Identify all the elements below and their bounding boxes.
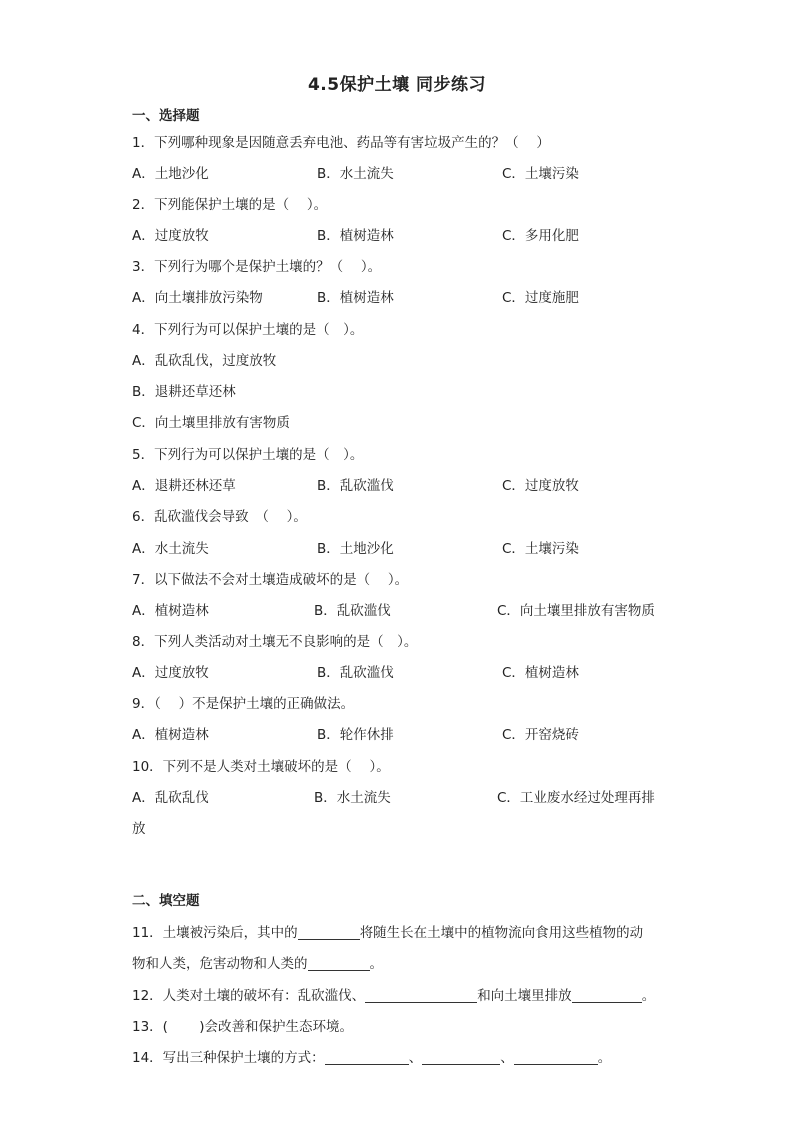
option-a: A．乱砍乱伐，过度放牧 bbox=[132, 353, 277, 369]
question-4: 4．下列行为可以保护土壤的是（ ）。 bbox=[132, 322, 364, 338]
option-b: B．水土流失 bbox=[317, 166, 394, 182]
options-1 bbox=[132, 162, 692, 182]
option-b: B．植树造林 bbox=[317, 228, 394, 244]
question-14-text-a: 14．写出三种保护土壤的方式： bbox=[132, 1050, 325, 1066]
option-a: A．植树造林 bbox=[132, 603, 209, 619]
question-14-text-b: 、 bbox=[408, 1050, 423, 1066]
section-heading-choice: 一、选择题 bbox=[132, 108, 200, 124]
option-c: C．向土壤里排放有害物质 bbox=[132, 415, 290, 431]
question-11-text-c: 物和人类，危害动物和人类的 bbox=[132, 956, 308, 972]
option-c: C．土壤污染 bbox=[502, 541, 579, 557]
option-b: B．水土流失 bbox=[314, 790, 391, 806]
option-a: A．退耕还林还草 bbox=[132, 478, 236, 494]
question-2: 2．下列能保护土壤的是（ ）。 bbox=[132, 197, 328, 213]
options-3 bbox=[132, 286, 692, 306]
question-8: 8．下列人类活动对土壤无不良影响的是（ ）。 bbox=[132, 634, 418, 650]
question-6: 6．乱砍滥伐会导致 （ ）。 bbox=[132, 509, 307, 525]
options-6 bbox=[132, 537, 692, 557]
question-13: 13．( )会改善和保护生态环境。 bbox=[132, 1019, 354, 1035]
question-11-text-d: 。 bbox=[369, 956, 383, 972]
question-7: 7．以下做法不会对土壤造成破坏的是（ ）。 bbox=[132, 572, 409, 588]
option-b: B．乱砍滥伐 bbox=[317, 665, 394, 681]
option-b: B．退耕还草还林 bbox=[132, 384, 236, 400]
page-title: 4.5保护土壤 同步练习 bbox=[307, 75, 487, 95]
answer-blank[interactable] bbox=[422, 1050, 500, 1065]
option-b: B．乱砍滥伐 bbox=[314, 603, 391, 619]
option-c: C．过度施肥 bbox=[502, 290, 579, 306]
option-a: A．乱砍乱伐 bbox=[132, 790, 209, 806]
answer-blank[interactable] bbox=[572, 988, 642, 1003]
question-12-text-b: 和向土壤里排放 bbox=[477, 988, 572, 1004]
question-11-line-2 bbox=[132, 952, 383, 972]
answer-blank[interactable] bbox=[514, 1050, 598, 1065]
answer-blank[interactable] bbox=[298, 925, 360, 940]
option-c: C．过度放牧 bbox=[502, 478, 579, 494]
answer-blank[interactable] bbox=[365, 988, 477, 1003]
question-5: 5．下列行为可以保护土壤的是（ ）。 bbox=[132, 447, 364, 463]
options-9 bbox=[132, 723, 692, 743]
option-a: A．水土流失 bbox=[132, 541, 209, 557]
question-9: 9．（ ）不是保护土壤的正确做法。 bbox=[132, 696, 355, 712]
option-b: B．轮作休排 bbox=[317, 727, 394, 743]
question-14-text-d: 。 bbox=[597, 1050, 612, 1066]
option-a: A．过度放牧 bbox=[132, 665, 209, 681]
question-3: 3．下列行为哪个是保护土壤的？（ ）。 bbox=[132, 259, 382, 275]
question-12-text-c: 。 bbox=[641, 988, 656, 1004]
options-8 bbox=[132, 661, 692, 681]
question-12 bbox=[132, 984, 655, 1004]
option-b: B．植树造林 bbox=[317, 290, 394, 306]
options-2 bbox=[132, 224, 692, 244]
answer-blank[interactable] bbox=[325, 1050, 409, 1065]
option-a: A．过度放牧 bbox=[132, 228, 209, 244]
question-1: 1．下列哪种现象是因随意丢弃电池、药品等有害垃圾产生的？（ ） bbox=[132, 135, 550, 151]
question-14 bbox=[132, 1046, 611, 1066]
options-5 bbox=[132, 474, 692, 494]
option-b: B．土地沙化 bbox=[317, 541, 394, 557]
option-b: B．乱砍滥伐 bbox=[317, 478, 394, 494]
option-c: C．土壤污染 bbox=[502, 166, 579, 182]
question-12-text-a: 12．人类对土壤的破坏有：乱砍滥伐、 bbox=[132, 988, 366, 1004]
question-11-line-1 bbox=[132, 921, 643, 941]
question-11-text-a: 11．土壤被污染后，其中的 bbox=[132, 925, 298, 941]
option-c: C．工业废水经过处理再排 bbox=[497, 790, 655, 806]
option-c: C．开窑烧砖 bbox=[502, 727, 579, 743]
options-10 bbox=[132, 786, 692, 806]
option-a: A．向土壤排放污染物 bbox=[132, 290, 263, 306]
options-7 bbox=[132, 599, 692, 619]
section-heading-fill: 二、填空题 bbox=[132, 893, 200, 909]
option-c: C．植树造林 bbox=[502, 665, 579, 681]
answer-blank[interactable] bbox=[308, 956, 370, 971]
question-11-text-b: 将随生长在土壤中的植物流向食用这些植物的动 bbox=[359, 925, 644, 941]
option-c-continuation: 放 bbox=[132, 821, 146, 837]
option-a: A．植树造林 bbox=[132, 727, 209, 743]
option-c: C．多用化肥 bbox=[502, 228, 579, 244]
question-10: 10．下列不是人类对土壤破坏的是（ ）。 bbox=[132, 759, 390, 775]
option-c: C．向土壤里排放有害物质 bbox=[497, 603, 655, 619]
question-14-text-c: 、 bbox=[500, 1050, 514, 1066]
option-a: A．土地沙化 bbox=[132, 166, 209, 182]
